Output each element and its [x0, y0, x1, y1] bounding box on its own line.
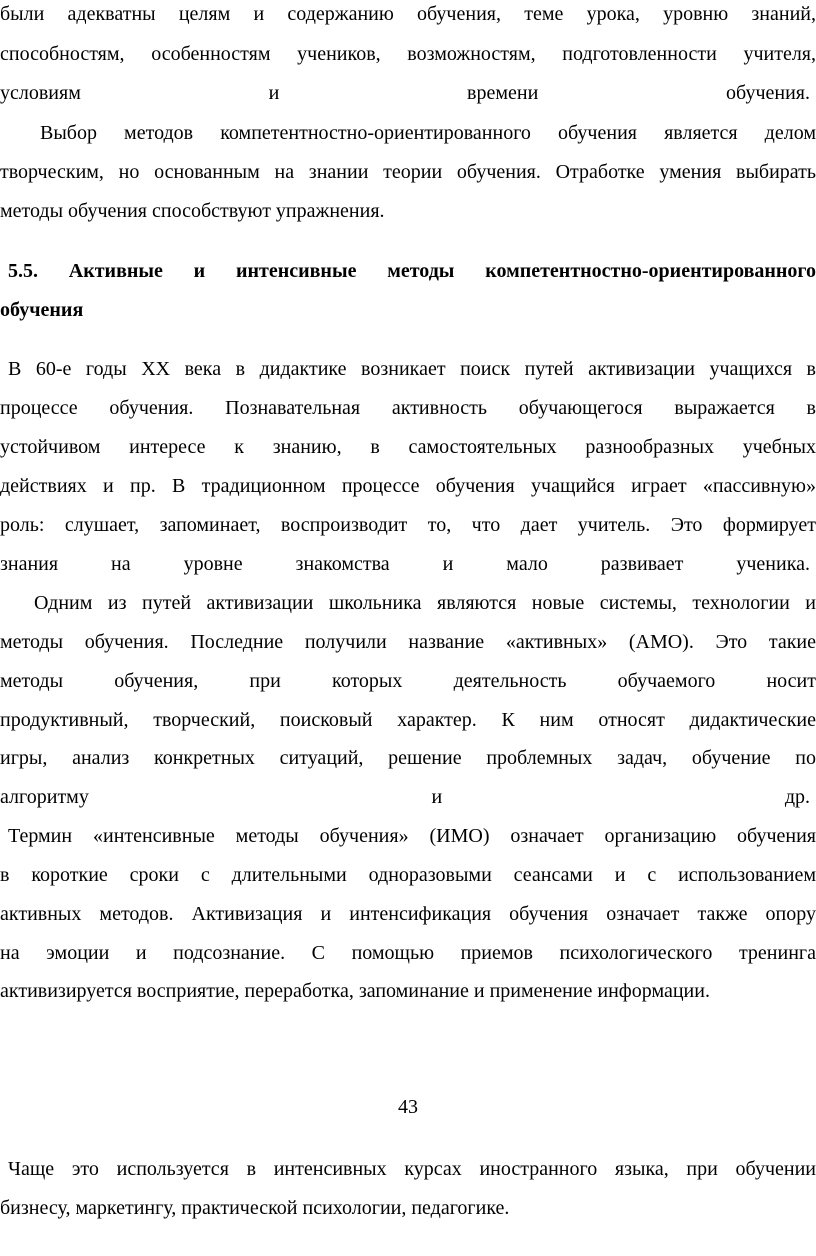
text-line: игры, анализ конкретных ситуаций, решение проблемных задач, обучение по — [0, 747, 816, 769]
text-line: действиях и пр. В традиционном процессе обучения учащийся играет «пассивную» — [0, 475, 816, 497]
text-line: Одним из путей активизации школьника являются новые системы, технологии и — [34, 592, 816, 614]
text-line: продуктивный, творческий, поисковый характер. К ним относят дидактические — [0, 709, 816, 731]
text-line: были адекватны целям и содержанию обучения, теме урока, уровню знаний, — [0, 3, 816, 25]
text-line: процессе обучения. Познавательная активность обучающегося выражается в — [0, 397, 816, 419]
text-line: способностям, особенностям учеников, возможностям, подготовленности учителя, — [0, 43, 816, 65]
text-line: на эмоции и подсознание. С помощью приемов психологического тренинга — [0, 942, 816, 964]
text-line: бизнесу, маркетингу, практической психологии, педагогике. — [0, 1197, 510, 1219]
text-line: методы обучения, при которых деятельность обучаемого носит — [0, 670, 816, 692]
text-line: Выбор методов компетентностно-ориентированного обучения является делом — [40, 122, 816, 144]
text-line: устойчивом интересе к знанию, в самостоятельных разнообразных учебных — [0, 436, 816, 458]
text-line: в короткие сроки с длительными одноразовыми сеансами и с использованием — [0, 864, 816, 886]
page-number: 43 — [398, 1096, 418, 1118]
text-line: алгоритму и др. — [0, 786, 810, 808]
heading-line: 5.5. Активные и интенсивные методы компетентностно-ориентированного — [8, 260, 816, 282]
text-line: активизируется восприятие, переработка, запоминание и применение информации. — [0, 980, 710, 1002]
text-line: творческим, но основанным на знании теории обучения. Отработке умения выбирать — [0, 161, 816, 183]
text-line: активных методов. Активизация и интенсификация обучения означает также опору — [0, 903, 816, 925]
text-line: методы обучения способствуют упражнения. — [0, 200, 385, 222]
text-line: Чаще это используется в интенсивных курсах иностранного языка, при обучении — [8, 1158, 816, 1180]
text-line: условиям и времени обучения. — [0, 82, 810, 104]
text-line: методы обучения. Последние получили название «активных» (АМО). Это такие — [0, 631, 816, 653]
text-line: Термин «интенсивные методы обучения» (ИМО) означает организацию обучения — [8, 825, 816, 847]
heading-line: обучения — [0, 299, 84, 321]
text-line: знания на уровне знакомства и мало развивает ученика. — [0, 553, 810, 575]
text-line: В 60-е годы XX века в дидактике возникает поиск путей активизации учащихся в — [8, 358, 816, 380]
text-line: роль: слушает, запоминает, воспроизводит то, что дает учитель. Это формирует — [0, 514, 816, 536]
